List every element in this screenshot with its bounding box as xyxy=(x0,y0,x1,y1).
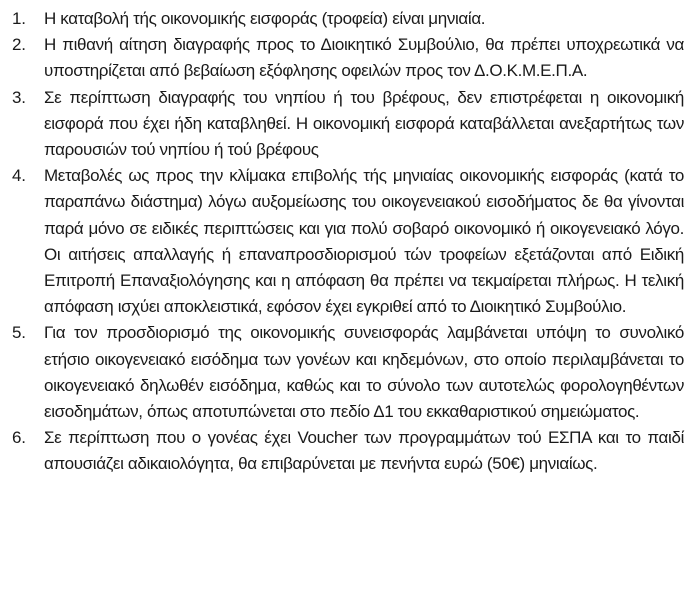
list-item xyxy=(12,32,684,84)
list-item xyxy=(12,6,684,32)
list-item xyxy=(12,85,684,164)
list-item xyxy=(12,163,684,320)
item-text: Μεταβολές ως προς την κλίμακα επιβολής τής μηνιαίας οικονομικής εισφοράς (κατά το παραπάνω διάστημα) λόγω αυξομείωσης του οικογενειακού εισοδήματος δε θα γίνονται παρά μόνο σε ειδικές περιπτώσεις και για πολύ σοβαρό οικονομικό ή οικογενειακό λόγο. Οι αιτήσεις απαλλαγής ή επαναπροσδιορισμού τών τροφείων εξετάζονται από Ειδική Επιτροπή Επαναξιολόγησης και η απόφαση θα πρέπει να τεκμαίρεται πλήρως. Η τελική απόφαση ισχύει αποκλειστικά, εφόσον έχει εγκριθεί από το Διοικητικό Συμβούλιο. xyxy=(44,166,684,317)
item-text: Σε περίπτωση που ο γονέας έχει Voucher των προγραμμάτων τού ΕΣΠΑ και το παιδί απουσιάζει αδικαιολόγητα, θα επιβαρύνεται με πενήντα ευρώ (50€) μηνιαίως. xyxy=(44,428,684,474)
item-number: 4. xyxy=(12,166,26,186)
terms-list xyxy=(12,6,684,478)
item-text: Η καταβολή τής οικονομικής εισφοράς (τροφεία) είναι μηνιαία. xyxy=(44,9,486,28)
list-item xyxy=(12,320,684,425)
item-number: 5. xyxy=(12,323,26,343)
item-text: Η πιθανή αίτηση διαγραφής προς το Διοικητικό Συμβούλιο, θα πρέπει υποχρεωτικά να υποστηρίζεται από βεβαίωση εξόφλησης οφειλών προς τον Δ.Ο.Κ.Μ.Ε.Π.Α. xyxy=(44,35,684,81)
item-text: Για τον προσδιορισμό της οικονομικής συνεισφοράς λαμβάνεται υπόψη το συνολικό ετήσιο οικογενειακό εισόδημα των γονέων και κηδεμόνων, στο οποίο περιλαμβάνεται το οικογενειακό δηλωθέν εισόδημα, καθώς και το σύνολο των αυτοτελώς φορολογηθέντων εισοδημάτων, όπως αποτυπώνεται στο πεδίο Δ1 του εκκαθαριστικού σημειώματος. xyxy=(44,323,684,422)
list-item xyxy=(12,425,684,477)
item-text: Σε περίπτωση διαγραφής του νηπίου ή του βρέφους, δεν επιστρέφεται η οικονομική εισφορά που έχει ήδη καταβληθεί. Η οικονομική εισφορά καταβάλλεται ανεξαρτήτως των παρουσιών τού νηπίου ή τού βρέφους xyxy=(44,87,684,160)
item-number: 2. xyxy=(12,35,26,55)
item-number: 6. xyxy=(12,428,26,448)
item-number: 3. xyxy=(12,87,26,107)
item-number: 1. xyxy=(12,9,26,28)
